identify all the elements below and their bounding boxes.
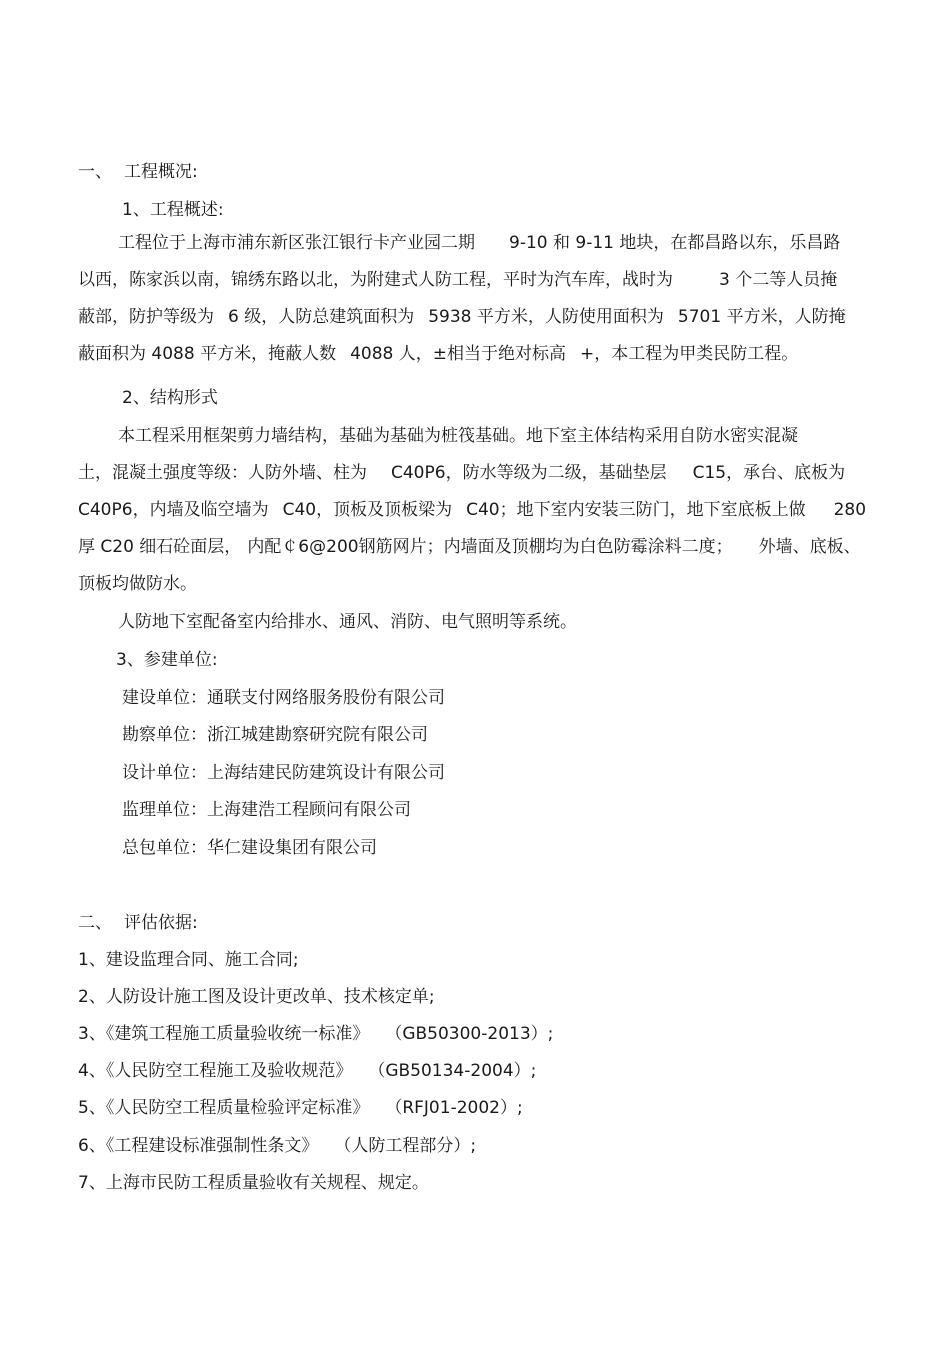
text-run: C40P6，内墙及临空墙为 [78, 500, 269, 520]
unit-construction: 建设单位：通联支付网络服务股份有限公司 [122, 688, 445, 708]
basis-item-6 [78, 1134, 476, 1158]
basis-item-4 [78, 1059, 536, 1083]
overview-line-2 [78, 268, 837, 292]
text-run: 5701 平方米，人防掩 [677, 307, 846, 327]
text-run: 3 个二等人员掩 [719, 270, 838, 290]
systems-line: 人防地下室配备室内给排水、通风、消防、电气照明等系统。 [118, 612, 577, 632]
text-run: 1、建设监理合同、施工合同; [78, 950, 299, 970]
section-1-number: 一、 [78, 162, 112, 182]
text-run: 工程位于上海市浦东新区张江银行卡产业园二期 [118, 233, 475, 253]
text-run: 蔽部，防护等级为 [78, 307, 214, 327]
text-run: C40，顶板及顶板梁为 [282, 500, 453, 520]
text-run: 3、《建筑工程施工质量验收统一标准》 [78, 1024, 370, 1044]
basis-item-2 [78, 985, 435, 1009]
text-run: C40P6，防水等级为二级，基础垫层 [391, 463, 667, 483]
structure-line-5 [78, 572, 197, 596]
unit-general-contractor: 总包单位：华仁建设集团有限公司 [122, 838, 377, 858]
text-run: （人防工程部分）; [334, 1136, 477, 1156]
text-run: 6 级，人防总建筑面积为 [228, 307, 415, 327]
basis-item-3 [78, 1022, 553, 1046]
unit-survey: 勘察单位：浙江城建勘察研究院有限公司 [122, 725, 428, 745]
section-1-title: 工程概况: [124, 162, 198, 182]
structure-line-4 [78, 535, 861, 559]
section-2-title: 评估依据: [124, 913, 198, 933]
text-run: 以西，陈家浜以南，锦绣东路以北，为附建式人防工程，平时为汽车库，战时为 [78, 270, 673, 290]
text-run: C40；地下室内安装三防门，地下室底板上做 [466, 500, 806, 520]
text-run: 蔽面积为 4088 平方米，掩蔽人数 [78, 344, 337, 364]
text-run: （RFJ01-2002）; [385, 1098, 523, 1118]
structure-line-2 [78, 461, 845, 485]
text-run: 5、《人民防空工程质量检验评定标准》 [78, 1098, 370, 1118]
section-2-number: 二、 [78, 913, 112, 933]
subsection-3-heading: 3、参建单位: [116, 650, 218, 670]
subsection-1-heading: 1、工程概述: [122, 200, 224, 220]
basis-item-1 [78, 948, 299, 972]
text-run: 顶板均做防水。 [78, 574, 197, 594]
text-run: 外墙、底板、 [758, 537, 861, 557]
overview-line-3 [78, 305, 846, 329]
text-run: 内配￠6@200钢筋网片；内墙面及顶棚均为白色防霉涂料二度； [247, 537, 733, 557]
text-run: 7、上海市民防工程质量验收有关规程、规定。 [78, 1173, 429, 1193]
text-run: 5938 平方米，人防使用面积为 [428, 307, 664, 327]
text-run: 土，混凝土强度等级：人防外墙、柱为 [78, 463, 367, 483]
text-run: （GB50134-2004）; [368, 1061, 537, 1081]
unit-design: 设计单位：上海结建民防建筑设计有限公司 [122, 763, 445, 783]
overview-line-1 [118, 231, 840, 255]
text-run: 2、人防设计施工图及设计更改单、技术核定单; [78, 987, 435, 1007]
basis-item-7 [78, 1171, 429, 1195]
text-run: 4088 人，±相当于绝对标高 [350, 344, 566, 364]
text-run: 280 [833, 500, 867, 520]
basis-item-5 [78, 1096, 523, 1120]
unit-supervision: 监理单位：上海建浩工程顾问有限公司 [122, 800, 411, 820]
text-run: 9-10 和 9-11 地块，在都昌路以东，乐昌路 [509, 233, 841, 253]
text-run: 厚 C20 细石砼面层， [78, 537, 242, 557]
text-run: +，本工程为甲类民防工程。 [580, 344, 799, 364]
text-run: 6、《工程建设标准强制性条文》 [78, 1136, 319, 1156]
subsection-2-heading: 2、结构形式 [122, 388, 218, 408]
text-run: （GB50300-2013）; [385, 1024, 554, 1044]
structure-line-1 [118, 424, 798, 448]
overview-line-4 [78, 342, 798, 366]
text-run: C15，承台、底板为 [692, 463, 846, 483]
structure-line-3 [78, 498, 866, 522]
text-run: 本工程采用框架剪力墙结构，基础为基础为桩筏基础。地下室主体结构采用自防水密实混凝 [118, 426, 798, 446]
text-run: 4、《人民防空工程施工及验收规范》 [78, 1061, 353, 1081]
